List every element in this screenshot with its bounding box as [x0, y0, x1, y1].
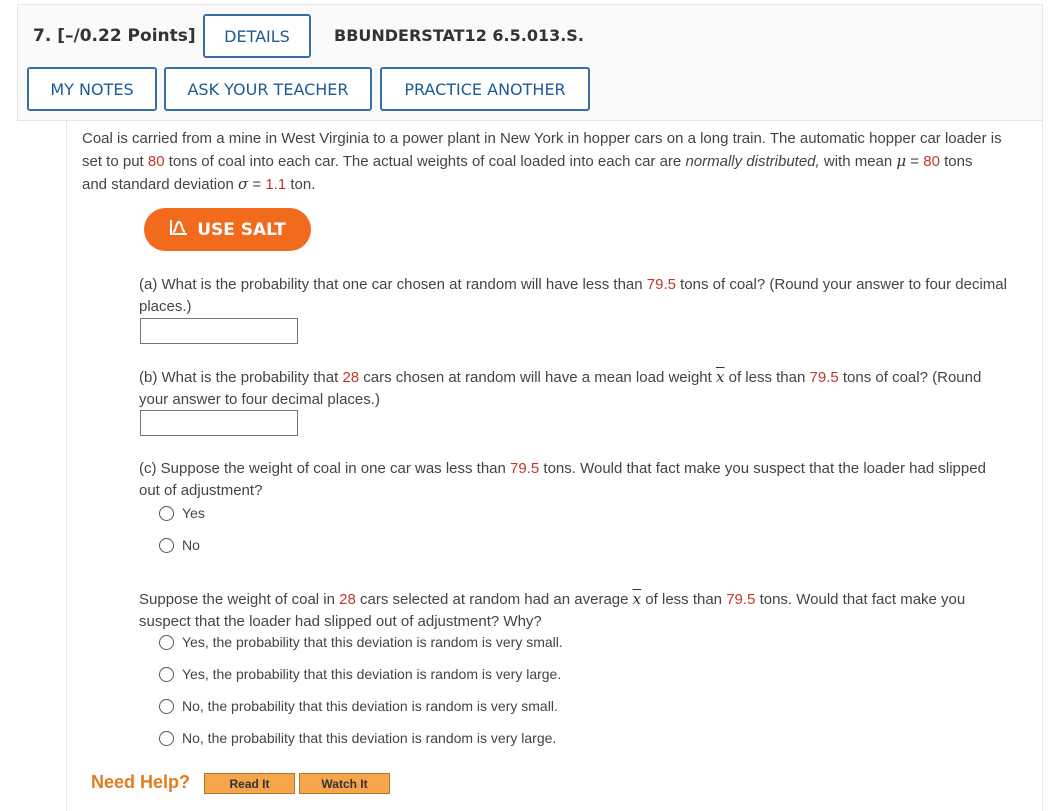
use-salt-button[interactable] — [144, 208, 311, 251]
my-notes-button[interactable]: MY NOTES — [27, 67, 157, 111]
part-b-answer-input[interactable] — [140, 410, 298, 436]
mean-value: 80 — [923, 153, 940, 170]
radio-circle-icon — [159, 731, 174, 746]
question-number: 7. — [33, 26, 52, 46]
intro-text: Coal is carried from a mine in West Virginia to a power plant in New York in hopper cars on a long train. The automatic hopper car loader is set to put 80 tons of coal into each car. The actual weights of coal loaded into each car are normally distributed, with mean μ = 80 tons and standard deviation σ = 1.1 ton. — [82, 130, 1002, 193]
watch-it-button[interactable]: Watch It — [299, 773, 390, 794]
radio-circle-icon — [159, 667, 174, 682]
part-c-text: (c) Suppose the weight of coal in one car was less than 79.5 tons. Would that fact make you suspect that the loader had slipped out of adjustment? — [139, 460, 986, 499]
x-bar-symbol: $\overline{x}$ — [632, 590, 642, 608]
mu-symbol: μ — [896, 152, 907, 170]
radio-circle-icon — [159, 538, 174, 553]
radio-circle-icon — [159, 506, 174, 521]
radio-circle-icon — [159, 635, 174, 650]
question-number-points — [33, 26, 196, 46]
sd-value: 1.1 — [265, 176, 287, 193]
need-help-label: Need Help? — [91, 772, 191, 792]
read-it-button[interactable]: Read It — [204, 773, 295, 794]
part-c-option-yes[interactable]: Yes — [159, 505, 205, 521]
part-a-answer-input[interactable] — [140, 318, 298, 344]
use-salt-label: USE SALT — [197, 219, 286, 240]
points-label: [–/0.22 Points] — [57, 26, 196, 46]
question-code: BBUNDERSTAT12 6.5.013.S. — [334, 26, 584, 45]
part-d-option-3[interactable]: No, the probability that this deviation is random is very small. — [159, 698, 558, 714]
part-c-option-no[interactable]: No — [159, 537, 200, 553]
salt-chart-icon — [169, 218, 189, 241]
ask-teacher-button[interactable]: ASK YOUR TEACHER — [164, 67, 372, 111]
part-d-option-1[interactable]: Yes, the probability that this deviation is random is very small. — [159, 634, 563, 650]
practice-another-button[interactable]: PRACTICE ANOTHER — [380, 67, 590, 111]
details-button[interactable]: DETAILS — [203, 14, 311, 58]
part-d-option-4[interactable]: No, the probability that this deviation is random is very large. — [159, 730, 556, 746]
tons-value: 80 — [147, 153, 165, 170]
sigma-symbol: σ — [237, 175, 249, 193]
part-d-text: Suppose the weight of coal in 28 cars selected at random had an average $\overline{x}$ of less than 79.5 tons. Would that fact make you suspect that the loader had slipped out of adjustment? Why? — [139, 590, 966, 630]
part-b-text: (b) What is the probability that 28 cars chosen at random will have a mean load weight $\overline{x}$ of less than 79.5 tons of coal? (Round your answer to four decimal places.) — [139, 368, 982, 408]
part-a-text: (a) What is the probability that one car chosen at random will have less than 79.5 tons of coal? (Round your answer to four decimal places.) — [139, 276, 1007, 315]
radio-circle-icon — [159, 699, 174, 714]
x-bar-symbol: $\overline{x}$ — [715, 368, 725, 386]
part-d-option-2[interactable]: Yes, the probability that this deviation is random is very large. — [159, 666, 561, 682]
